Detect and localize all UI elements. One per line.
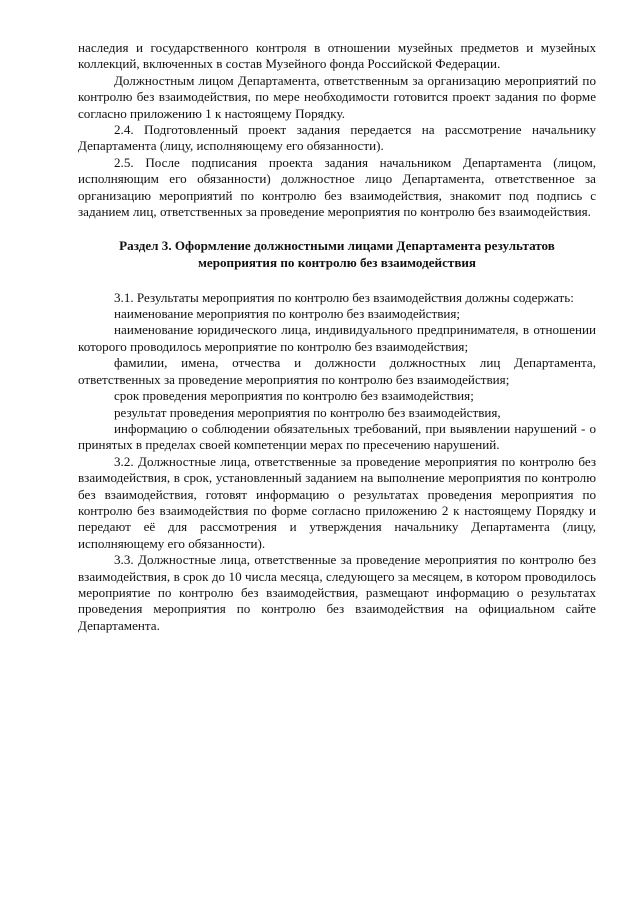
list-item-result: результат проведения мероприятия по контролю без взаимодействия,	[114, 404, 501, 420]
document-page	[78, 40, 596, 634]
paragraph-2-4: 2.4. Подготовленный проект задания передается на рассмотрение начальнику Департамента (лицу, исполняющему его обязанности).	[78, 122, 596, 154]
paragraph-3-2: 3.2. Должностные лица, ответственные за проведение мероприятия по контролю без взаимодействия, в срок, установленный заданием на выполнение мероприятия по контролю без взаимодействия, готовят информацию о результатах проведения мероприятия по контролю без взаимодействия по форме согласно приложению 2 к настоящему Порядку и передают её для рассмотрения и утверждения начальнику Департамента (лицу, исполняющему его обязанности).	[78, 453, 596, 551]
paragraph-3-3: 3.3. Должностные лица, ответственные за проведение мероприятия по контролю без взаимодействия, в срок до 10 числа месяца, следующего за месяцем, в котором проводилось мероприятие по контролю без взаимодействия, размещают информацию о результатах проведения мероприятия по контролю без взаимодействия на официальном сайте Департамента.	[78, 552, 596, 633]
list-item-period: срок проведения мероприятия по контролю без взаимодействия;	[114, 388, 474, 404]
list-item-officials: фамилии, имена, отчества и должности должностных лиц Департамента, ответственных за проведение мероприятия по контролю без взаимодействия;	[78, 355, 596, 387]
paragraph-3-1: 3.1. Результаты мероприятия по контролю без взаимодействия должны содержать:	[114, 289, 574, 305]
paragraph-project-preparation: Должностным лицом Департамента, ответственным за организацию мероприятий по контролю без взаимодействия, по мере необходимости готовится проект задания по форме согласно приложению 1 к настоящему Порядку.	[78, 72, 596, 121]
paragraph-2-5: 2.5. После подписания проекта задания начальником Департамента (лицом, исполняющим его обязанности) должностное лицо Департамента, ответственное за организацию мероприятий по контролю без взаимодействия, знакомит под подпись с заданием лиц, ответственных за проведение мероприятия по контролю без взаимодействия.	[78, 154, 596, 220]
list-item-compliance: информацию о соблюдении обязательных требований, при выявлении нарушений - о принятых в пределах своей компетенции мерах по пресечению нарушений.	[78, 420, 596, 453]
list-item-entity-name: наименование юридического лица, индивидуального предпринимателя, в отношении которого проводилось мероприятие по контролю без взаимодействия;	[78, 322, 596, 354]
list-item-event-name: наименование мероприятия по контролю без взаимодействия;	[114, 306, 461, 322]
section-3-heading: Раздел 3. Оформление должностными лицами Департамента результатов мероприятия по контролю без взаимодействия	[119, 238, 555, 271]
paragraph-continuation: наследия и государственного контроля в отношении музейных предметов и музейных коллекций, включенных в состав Музейного фонда Российской Федерации.	[78, 40, 596, 72]
